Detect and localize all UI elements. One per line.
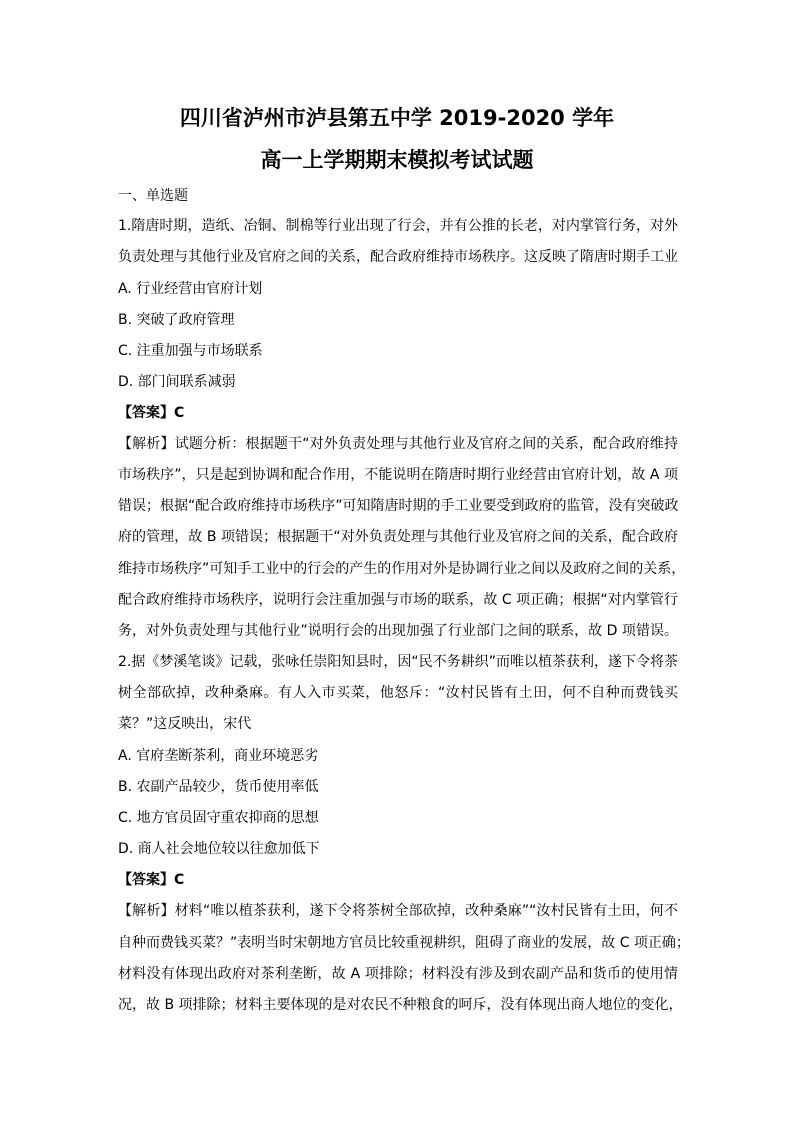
q2-option-c: C. 地方官员固守重农抑商的思想 (118, 810, 319, 826)
section-heading: 一、单选题 (118, 188, 188, 204)
q1-answer: 【答案】C (118, 405, 185, 421)
q1-analysis-line-4: 府的管理，故 B 项错误；根据题干“对外负责处理与其他行业及官府之间的关系，配合政府 (118, 529, 678, 545)
q2-option-d: D. 商人社会地位较以往愈加低下 (118, 841, 320, 857)
q1-stem-line-1: 1.隋唐时期，造纸、冶铜、制棉等行业出现了行会，并有公推的长老，对内掌管行务，对外 (118, 218, 678, 234)
q1-option-a: A. 行业经营由官府计划 (118, 281, 263, 297)
document-title-line-1: 四川省泸州市泸县第五中学 2019-2020 学年 (179, 106, 615, 130)
q2-analysis-line-4: 况，故 B 项排除；材料主要体现的是对农民不种粮食的呵斥，没有体现出商人地位的变化， (118, 997, 683, 1013)
q2-stem-line-2: 树全部砍掉，改种桑麻。有人入市买菜，他怒斥：“汝村民皆有土田，何不自种而费钱买 (118, 685, 678, 701)
q1-analysis-line-2: 市场秩序”，只是起到协调和配合作用，不能说明在隋唐时期行业经营由官府计划，故 A 项 (118, 467, 678, 483)
q1-option-b: B. 突破了政府管理 (118, 312, 235, 328)
q2-stem-line-3: 菜？”这反映出，宋代 (118, 716, 252, 732)
q2-analysis-line-2: 自种而费钱买菜？”表明当时宋朝地方官员比较重视耕织，阻碍了商业的发展，故 C 项正确； (118, 935, 690, 951)
q1-analysis-line-7: 务，对外负责处理与其他行业”说明行会的出现加强了行业部门之间的联系，故 D 项错误。 (118, 623, 678, 639)
q2-option-a: A. 官府垄断茶利，商业环境恶劣 (118, 748, 319, 764)
q2-analysis-line-3: 材料没有体现出政府对茶利垄断，故 A 项排除；材料没有涉及到农副产品和货币的使用情 (118, 966, 678, 982)
q2-option-b: B. 农副产品较少，货币使用率低 (118, 779, 319, 795)
q1-analysis-line-6: 配合政府维持市场秩序，说明行会注重加强与市场的联系，故 C 项正确；根据“对内掌管行 (118, 592, 678, 608)
q1-analysis-line-1: 【解析】试题分析：根据题干“对外负责处理与其他行业及官府之间的关系，配合政府维持 (118, 436, 678, 452)
q1-analysis-line-5: 维持市场秩序”可知手工业中的行会的产生的作用对外是协调行业之间以及政府之间的关系， (118, 561, 686, 577)
document-title-line-2: 高一上学期期末模拟考试试题 (260, 148, 534, 172)
q1-stem-line-2: 负责处理与其他行业及官府之间的关系，配合政府维持市场秩序。这反映了隋唐时期手工业 (118, 249, 678, 265)
q2-analysis-line-1: 【解析】材料“唯以植茶获利，遂下令将茶树全部砍掉，改种桑麻”“汝村民皆有土田，何不 (118, 903, 678, 919)
q1-analysis-line-3: 错误；根据“配合政府维持市场秩序”可知隋唐时期的手工业要受到政府的监管，没有突破政 (118, 498, 679, 514)
q2-stem-line-1: 2.据《梦溪笔谈》记载，张咏任崇阳知县时，因“民不务耕织”而唯以植茶获利，遂下令将茶 (118, 654, 678, 670)
q2-answer: 【答案】C (118, 872, 185, 888)
q1-option-c: C. 注重加强与市场联系 (118, 343, 263, 359)
q1-option-d: D. 部门间联系减弱 (118, 374, 236, 390)
